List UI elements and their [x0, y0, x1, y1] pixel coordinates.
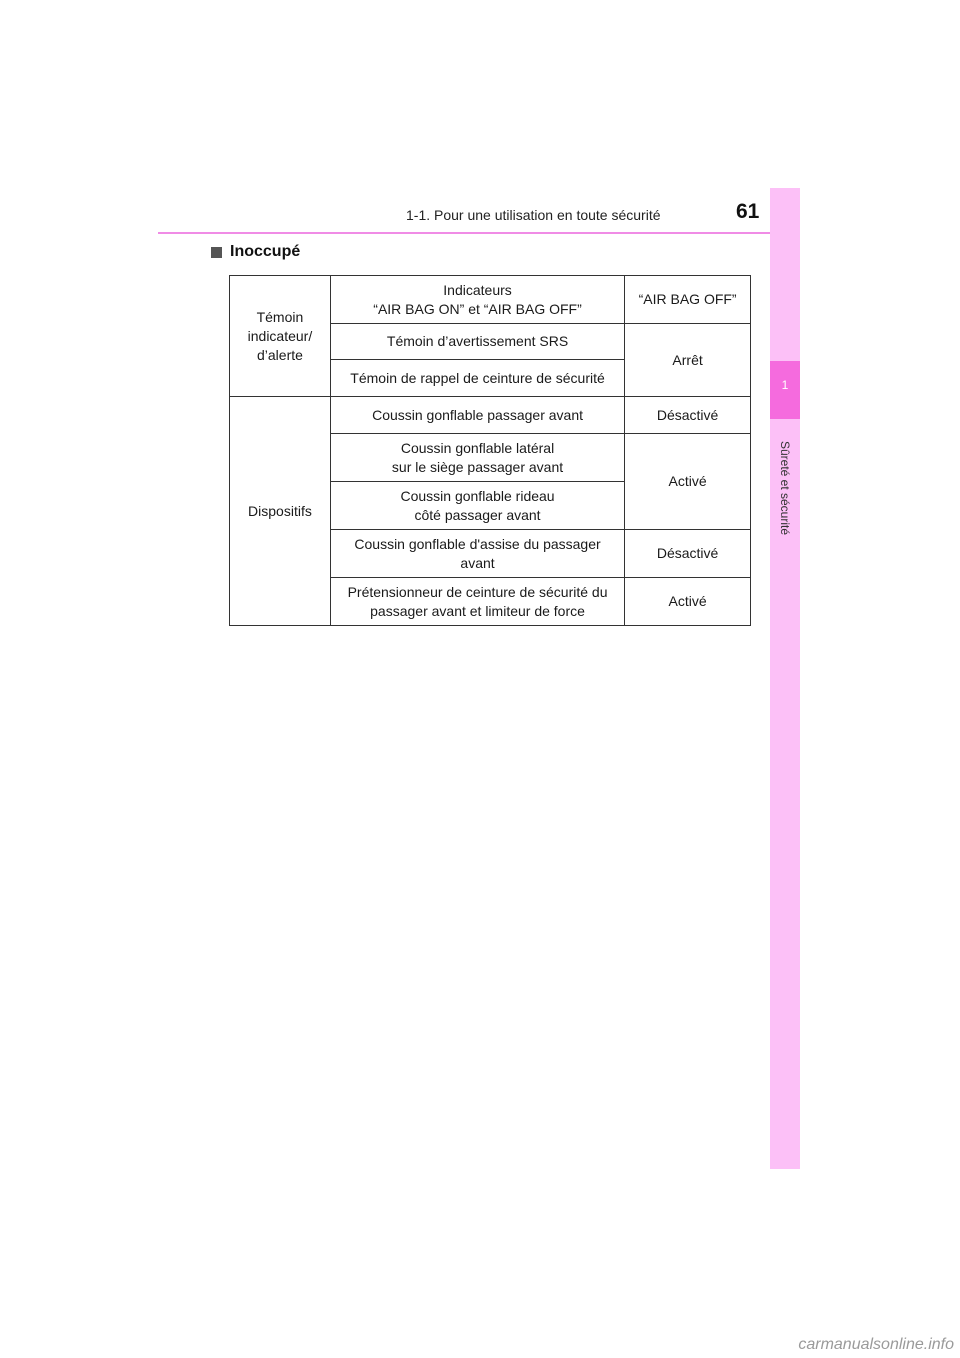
- devices-group-cell: Dispositifs: [230, 397, 331, 626]
- srs-warning-cell: Témoin d’avertissement SRS: [330, 324, 624, 360]
- side-airbag-cell: Coussin gonflable latéral sur le siège passager avant: [330, 434, 624, 482]
- front-passenger-airbag-value-cell: Désactivé: [625, 397, 751, 434]
- seatbelt-reminder-cell: Témoin de rappel de ceinture de sécurité: [330, 360, 624, 397]
- indicators-label-cell: Indicateurs “AIR BAG ON” et “AIR BAG OFF”: [330, 276, 624, 324]
- section-heading: [211, 243, 300, 261]
- square-bullet-icon: [211, 247, 222, 258]
- site-watermark: carmanualsonline.info: [798, 1336, 954, 1353]
- seat-cushion-airbag-cell: Coussin gonflable d'assise du passager avant: [330, 530, 624, 578]
- header-divider: [158, 232, 800, 234]
- pretensioner-value-cell: Activé: [625, 578, 751, 626]
- pretensioner-cell: Prétensionneur de ceinture de sécurité du passager avant et limiteur de force: [330, 578, 624, 626]
- warning-lights-value-cell: Arrêt: [625, 324, 751, 397]
- chapter-number: 1: [781, 378, 789, 392]
- table-row: [230, 397, 751, 434]
- chapter-side-strip: [770, 188, 800, 1169]
- seat-cushion-value-cell: Désactivé: [625, 530, 751, 578]
- page-number: 61: [736, 200, 760, 223]
- front-passenger-airbag-cell: Coussin gonflable passager avant: [330, 397, 624, 434]
- chapter-label: Sûreté et sécurité: [778, 440, 792, 536]
- side-curtain-value-cell: Activé: [625, 434, 751, 530]
- table-row: [230, 276, 751, 324]
- indicator-group-cell: Témoin indicateur/ d’alerte: [230, 276, 331, 397]
- airbag-status-table: [229, 275, 751, 626]
- header-section-title: 1-1. Pour une utilisation en toute sécurité: [406, 207, 661, 223]
- indicators-value-cell: “AIR BAG OFF”: [625, 276, 751, 324]
- curtain-airbag-cell: Coussin gonflable rideau côté passager avant: [330, 482, 624, 530]
- section-heading-text: Inoccupé: [230, 243, 301, 260]
